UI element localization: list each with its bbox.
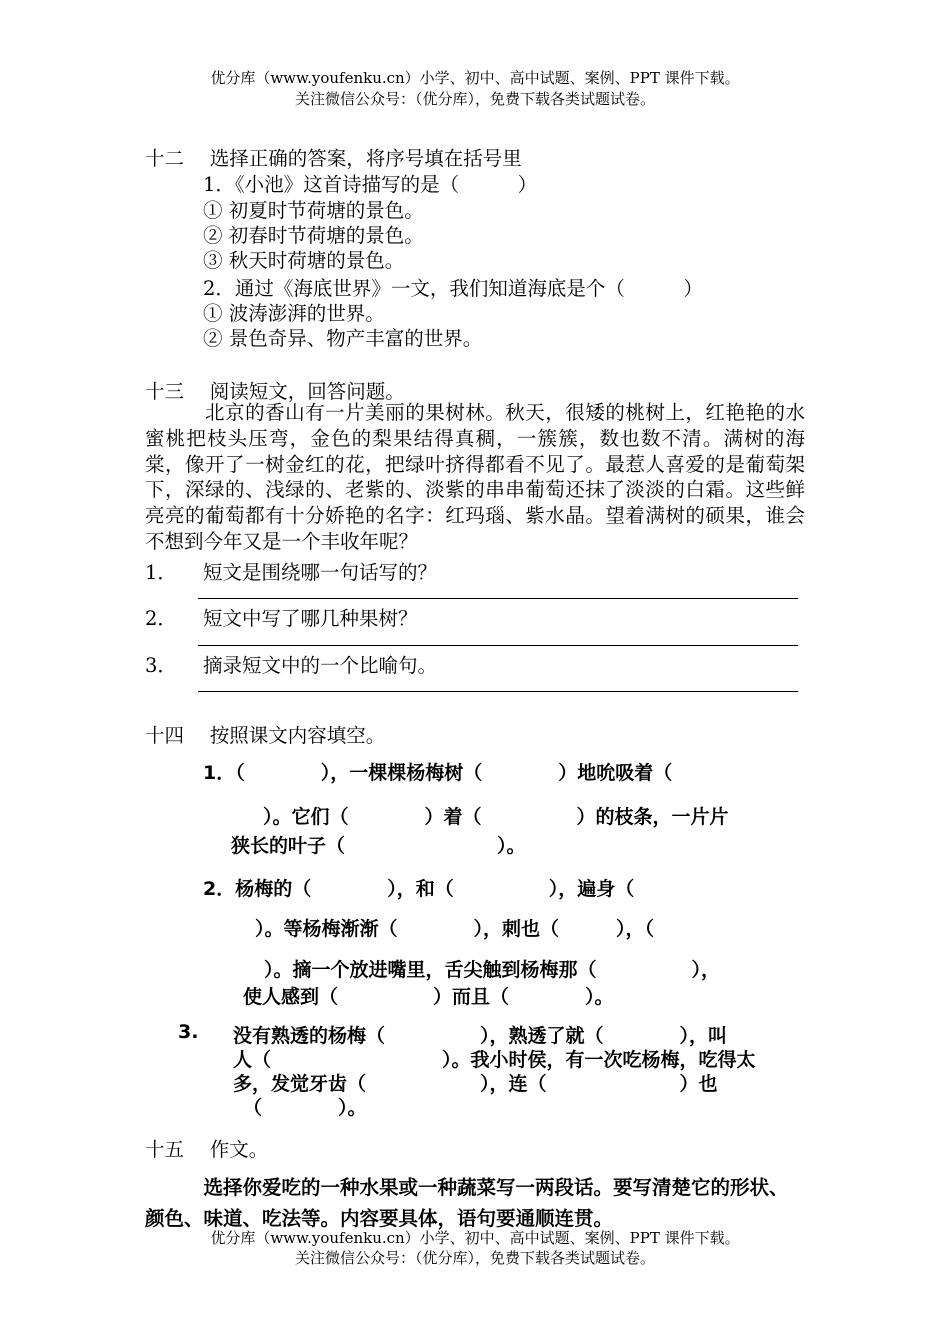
s14-q3-line-3: 多，发觉牙齿（ ），连（ ）也 — [233, 1073, 718, 1095]
page-footer-line-1: 优分库（www.youfenku.cn）小学、初中、高中试题、案例、PPT 课件下载。 — [210, 1229, 740, 1247]
s13-q2-number: 2． — [145, 607, 177, 630]
s14-q2-line-4: 使人感到（ ）而且（ ）。 — [243, 986, 614, 1008]
s13-q1-number: 1． — [145, 561, 177, 584]
s12-q2-option-1: ① 波涛澎湃的世界。 — [203, 302, 385, 325]
s14-q2-line-3: ）。摘一个放进嘴里，舌尖触到杨梅那（ ）， — [264, 959, 721, 981]
answer-line-2[interactable] — [198, 645, 798, 646]
s12-q1-option-3: ③ 秋天时荷塘的景色。 — [203, 249, 405, 272]
s14-q3-line-1: 没有熟透的杨梅（ ），熟透了就（ ），叫 — [233, 1025, 728, 1047]
answer-line-3[interactable] — [198, 691, 798, 692]
section-14-title: 十四 按照课文内容填空。 — [145, 724, 386, 747]
s14-q3-line-4: （ ）。 — [243, 1097, 367, 1119]
page-header-line-2: 关注微信公众号：（优分库），免费下载各类试题试卷。 — [294, 90, 655, 108]
page-header-line-1: 优分库（www.youfenku.cn）小学、初中、高中试题、案例、PPT 课件下载。 — [210, 69, 740, 87]
answer-line-1[interactable] — [198, 598, 798, 599]
s14-q3-number: 3. — [178, 1021, 199, 1043]
section-15-title: 十五 作文。 — [145, 1138, 269, 1161]
s13-question-1: 短文是围绕哪一句话写的？ — [203, 561, 438, 584]
s14-q2-line-2: ）。等杨梅渐渐（ ），刺也（ ），（ — [255, 918, 655, 940]
reading-passage: 北京的香山有一片美丽的果树林。秋天，很矮的桃树上，红艳艳的水蜜桃把枝头压弯，金色的梨果结得真稠，一簇簇，数也数不清。满树的海棠，像开了一树金红的花，把绿叶挤得都看不见了。最惹人喜爱的是葡萄架下，深绿的、浅绿的、老紫的、淡紫的串串葡萄还抹了淡淡的白霜。这些鲜亮亮的葡萄都有十分娇艳的名字：红玛瑙、紫水晶。望着满树的硕果，谁会不想到今年又是一个丰收年呢？ — [145, 401, 805, 553]
section-13-title: 十三 阅读短文，回答问题。 — [145, 380, 405, 403]
s14-q2-line-1: 2．杨梅的（ ），和（ ），遍身（ — [203, 878, 635, 900]
page-footer-line-2: 关注微信公众号：（优分库），免费下载各类试题试卷。 — [294, 1249, 655, 1267]
s13-question-3: 摘录短文中的一个比喻句。 — [203, 654, 438, 677]
s13-q3-number: 3． — [145, 654, 177, 677]
s12-q2-option-2: ② 景色奇异、物产丰富的世界。 — [203, 327, 483, 350]
s13-question-2: 短文中写了哪几种果树？ — [203, 607, 418, 630]
s12-question-1: 1．《小池》这首诗描写的是（ ） — [203, 173, 538, 196]
composition-instruction: 选择你爱吃的一种水果或一种蔬菜写一两段话。要写清楚它的形状、颜色、味道、吃法等。内容要具体，语句要通顺连贯。 — [145, 1176, 789, 1230]
section-12-title: 十二 选择正确的答案，将序号填在括号里 — [145, 147, 522, 170]
s14-q1-line-3: 狭长的叶子（ ）。 — [231, 835, 526, 857]
s14-q1-line-2: ）。它们（ ）着（ ）的枝条，一片片 — [263, 806, 729, 828]
s12-question-2: 2．通过《海底世界》一文，我们知道海底是个（ ） — [203, 277, 703, 300]
s12-q1-option-2: ② 初春时节荷塘的景色。 — [203, 224, 424, 247]
s14-q3-line-2: 人（ ）。我小时侯，有一次吃杨梅，吃得太 — [233, 1049, 756, 1071]
s12-q1-option-1: ① 初夏时节荷塘的景色。 — [203, 199, 424, 222]
s14-q1-line-1: 1．（ ），一棵棵杨梅树（ ）地吮吸着（ — [203, 762, 673, 784]
